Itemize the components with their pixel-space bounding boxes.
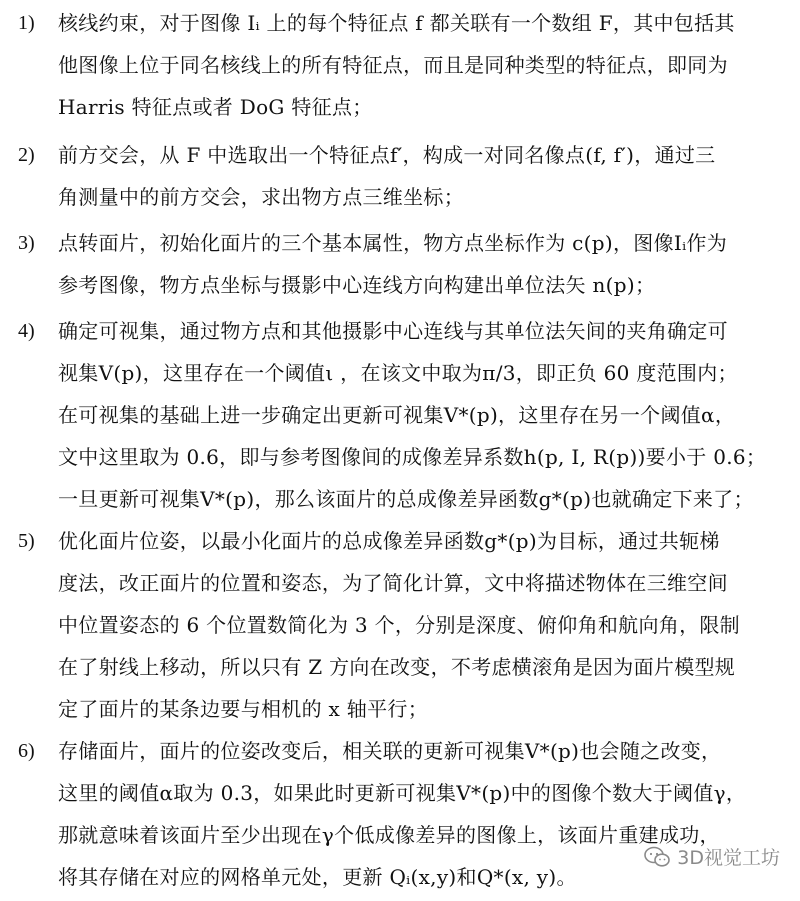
item-text-line: 参考图像，物方点坐标与摄影中心连线方向构建出单位法矢 n(p)； [58, 273, 656, 297]
item-text-line: 在了射线上移动，所以只有 Z 方向在改变，不考虑横滚角是因为面片模型规 [58, 655, 736, 679]
item-text-line: 角测量中的前方交会，求出物方点三维坐标； [58, 185, 464, 209]
item-text-line: 优化面片位姿，以最小化面片的总成像差异函数g*(p)为目标，通过共轭梯 [58, 529, 720, 553]
item-text-line: 中位置姿态的 6 个位置数简化为 3 个，分别是深度、俯仰角和航向角，限制 [58, 613, 740, 637]
wechat-logo-icon [643, 846, 671, 868]
item-text-line: 度法，改正面片的位置和姿态，为了简化计算，文中将描述物体在三维空间 [58, 571, 728, 595]
item-text-line: 核线约束，对于图像 Iᵢ 上的每个特征点 f 都关联有一个数组 F，其中包括其 [58, 11, 735, 35]
item-text-line: 定了面片的某条边要与相机的 x 轴平行； [58, 697, 428, 721]
item-text-line: 点转面片，初始化面片的三个基本属性，物方点坐标作为 c(p)，图像Iᵢ作为 [58, 231, 727, 255]
item-text-line: 确定可视集，通过物方点和其他摄影中心连线与其单位法矢间的夹角确定可 [58, 319, 728, 343]
item-text-line: 文中这里取为 0.6，即与参考图像间的成像差异系数h(p, I, R(p))要小于 0.6； [58, 445, 767, 469]
watermark-text: 3D视觉工坊 [677, 847, 780, 869]
item-number: 1) [18, 12, 35, 34]
item-number: 5) [18, 530, 35, 552]
item-text-line: 前方交会，从 F 中选取出一个特征点f′，构成一对同名像点(f, f′)，通过三 [58, 143, 716, 167]
watermark [643, 843, 780, 870]
item-text-line: 将其存储在对应的网格单元处，更新 Qᵢ(x,y)和Q*(x, y)。 [58, 865, 577, 889]
item-text-line: 一旦更新可视集V*(p)，那么该面片的总成像差异函数g*(p)也就确定下来了； [58, 487, 754, 511]
item-text-line: 在可视集的基础上进一步确定出更新可视集V*(p)，这里存在另一个阈值α， [58, 403, 736, 427]
item-number: 2) [18, 144, 35, 166]
item-text-line: 这里的阈值α取为 0.3，如果此时更新可视集V*(p)中的图像个数大于阈值γ， [58, 781, 747, 805]
item-text-line: 视集V(p)，这里存在一个阈值ι ，在该文中取为π/3，即正负 60 度范围内； [58, 361, 738, 385]
item-text-line: 他图像上位于同名核线上的所有特征点，而且是同种类型的特征点，即同为 [58, 53, 728, 77]
item-number: 6) [18, 740, 35, 762]
item-number: 3) [18, 232, 35, 254]
item-text-line: 那就意味着该面片至少出现在γ个低成像差异的图像上，该面片重建成功， [58, 823, 720, 847]
item-text-line: Harris 特征点或者 DoG 特征点； [58, 95, 373, 119]
item-text-line: 存储面片，面片的位姿改变后，相关联的更新可视集V*(p)也会随之改变， [58, 739, 722, 763]
item-number: 4) [18, 320, 35, 342]
